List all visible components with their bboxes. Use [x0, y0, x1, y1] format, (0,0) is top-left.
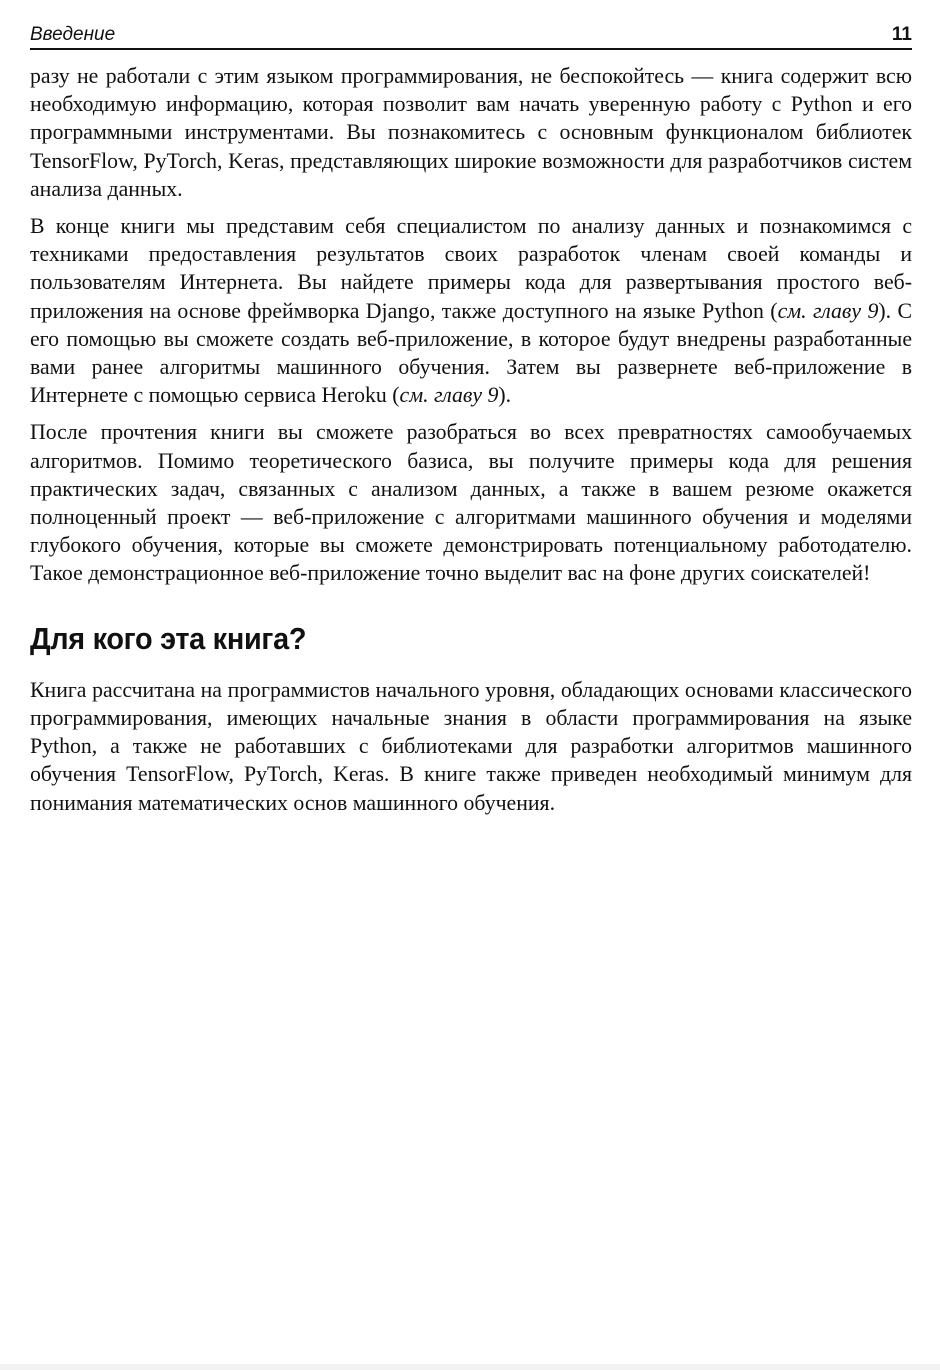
page-number: 11: [891, 24, 912, 45]
paragraph-2-part-b: ). С его помощью вы сможете создать веб-приложение, в которое будут внедрены разработанные вами ранее алгоритмы машинного обучения. Затем вы развернете веб-приложение в Интернете с помощью сервиса Heroku (: [30, 298, 913, 408]
paragraph-2-part-c: ).: [498, 383, 512, 408]
chapter-reference-1: см. главу 9: [777, 298, 879, 323]
body-text: [30, 62, 912, 817]
book-page: [30, 20, 912, 826]
paragraph-2: [30, 212, 912, 409]
paragraph-1: разу не работали с этим языком программирования, не беспокойтесь — книга содержит всю необходимую информацию, которая позволит вам начать уверенную работу с Python и его программными инструментами. Вы познакомитесь с основным функционалом библиотек TensorFlow, PyTorch, Keras, представляющих широкие возможности для разработчиков систем анализа данных.: [30, 64, 912, 201]
running-header: [30, 20, 912, 50]
paragraph-3: После прочтения книги вы сможете разобраться во всех превратностях самообучаемых алгоритмов. Помимо теоретического базиса, вы получите примеры кода для решения практических задач, связанных с анализом данных, а также в вашем резюме окажется полноценный проект — веб-приложение с алгоритмами машинного обучения и моделями глубокого обучения, которые вы сможете демонстрировать потенциальному работодателю. Такое демонстрационное веб-приложение точно выделит вас на фоне других соискателей!: [30, 420, 912, 586]
running-header-section: Введение: [30, 24, 116, 45]
page-bottom-edge: [0, 1364, 940, 1370]
paragraph-2-part-a: В конце книги мы представим себя специалистом по анализу данных и познакомимся с техниками предоставления результатов своих разработок членам своей команды и пользователям Интернета. Вы найдете примеры кода для развертывания простого веб-приложения на основе фреймворка Django, также доступного на языке Python (: [30, 214, 912, 323]
section-paragraph-1: Книга рассчитана на программистов начального уровня, обладающих основами классического программирования, имеющих начальные знания в области программирования на языке Python, а также не работавших с библиотеками для разработки алгоритмов машинного обучения TensorFlow, PyTorch, Keras. В книге также приведен необходимый минимум для понимания математических основ машинного обучения.: [30, 677, 912, 815]
section-heading: Для кого эта книга?: [30, 620, 307, 656]
chapter-reference-2: см. главу 9: [399, 383, 499, 408]
